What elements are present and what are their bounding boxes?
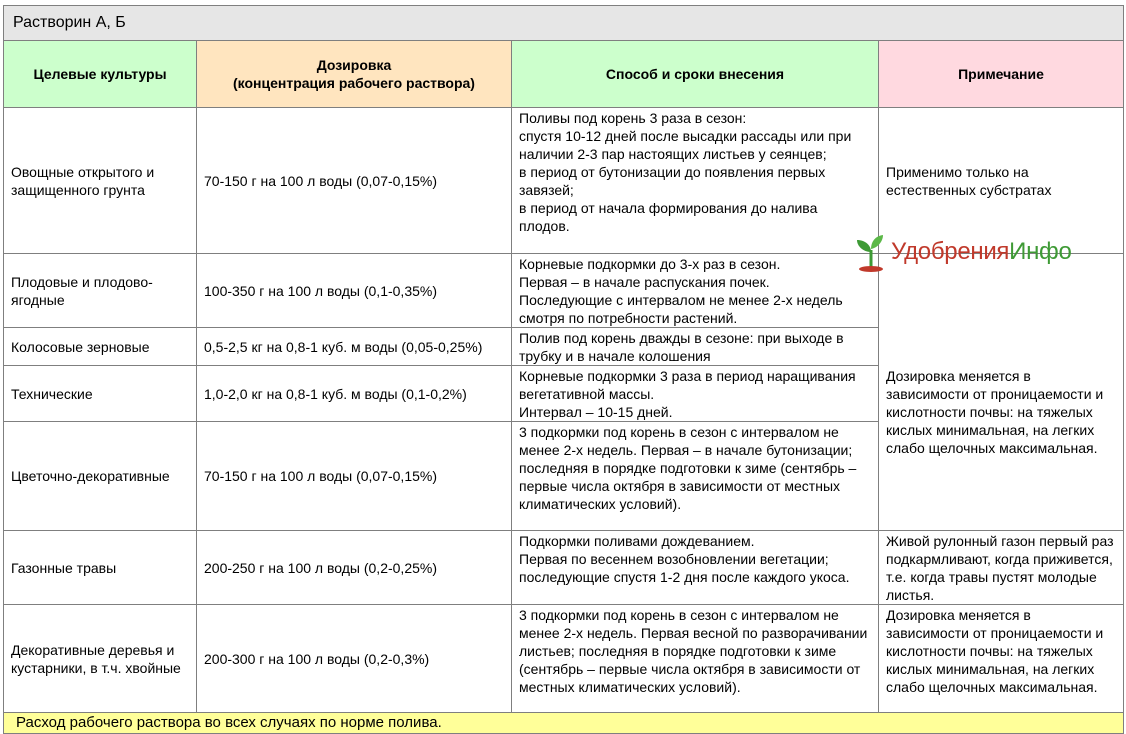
method-cell [512, 328, 879, 366]
method-line: Интервал – 10-15 дней. [519, 404, 673, 420]
culture-cell: Овощные открытого и защищенного грунта [4, 108, 197, 254]
culture-cell: Цветочно-декоративные [4, 422, 197, 531]
header-dosage [197, 41, 512, 108]
method-line: Поливы под корень 3 раза в сезон: [519, 110, 747, 126]
method-cell [512, 605, 879, 713]
method-line: Подкормки поливами дождеванием. [519, 533, 755, 549]
method-line: Первая по весеннем возобновлении вегетации; последующие спустя 1-2 дня после каждого укоса. [519, 551, 850, 585]
note-cell: Живой рулонный газон первый раз подкармливают, когда приживется, т.е. когда травы пустят молодые листья. [879, 531, 1124, 605]
culture-cell: Газонные травы [4, 531, 197, 605]
method-cell [512, 422, 879, 531]
watermark-part2: Инфо [1009, 238, 1072, 265]
fertilizer-table-frame [3, 5, 1123, 731]
table-row [4, 254, 1124, 328]
table-row [4, 108, 1124, 254]
culture-cell: Технические [4, 366, 197, 422]
dosage-cell: 200-250 г на 100 л воды (0,2-0,25%) [197, 531, 512, 605]
dosage-cell: 0,5-2,5 кг на 0,8-1 куб. м воды (0,05-0,25%) [197, 328, 512, 366]
method-line: Первая – в начале распускания почек. [519, 274, 770, 290]
method-line: в период от бутонизации до появления первых завязей; [519, 164, 826, 198]
note-cell: Применимо только на естественных субстратах [879, 108, 1124, 254]
note-cell: Дозировка меняется в зависимости от проницаемости и кислотности почвы: на тяжелых кислых минимальная, на легких слабо щелочных максимальная. [879, 605, 1124, 713]
method-cell [512, 531, 879, 605]
header-note: Примечание [879, 41, 1124, 108]
table-row [4, 605, 1124, 713]
dosage-cell: 100-350 г на 100 л воды (0,1-0,35%) [197, 254, 512, 328]
method-cell [512, 108, 879, 254]
table-row [4, 531, 1124, 605]
watermark-part1: Удобрения [891, 238, 1010, 265]
dosage-cell: 70-150 г на 100 л воды (0,07-0,15%) [197, 108, 512, 254]
method-line: Последующие с интервалом не менее 2-х недель смотря по потребности растений. [519, 292, 843, 326]
method-line: 3 подкормки под корень в сезон с интервалом не менее 2-х недель. Первая – в начале бутонизации; последняя в порядке подготовки к зиме (сентябрь – первые числа октября в зависимости от местных климатических условий). [519, 424, 857, 512]
method-cell [512, 254, 879, 328]
table-footer: Расход рабочего раствора во всех случаях по норме полива. [4, 713, 1124, 734]
culture-cell: Колосовые зерновые [4, 328, 197, 366]
method-line: 3 подкормки под корень в сезон с интервалом не менее 2-х недель. Первая весной по разворачивании листьев; последняя в порядке подготовки к зиме (сентябрь – первые числа октября в зависимости от местных климатических условий). [519, 607, 868, 695]
header-dosage-line2: (концентрация рабочего раствора) [233, 75, 475, 91]
dosage-cell: 1,0-2,0 кг на 0,8-1 куб. м воды (0,1-0,2%) [197, 366, 512, 422]
method-line: Корневые подкормки до 3-х раз в сезон. [519, 256, 781, 272]
dosage-cell: 200-300 г на 100 л воды (0,2-0,3%) [197, 605, 512, 713]
dosage-cell: 70-150 г на 100 л воды (0,07-0,15%) [197, 422, 512, 531]
method-line: Полив под корень дважды в сезоне: при выходе в трубку и в начале колошения [519, 330, 844, 364]
method-line: спустя 10-12 дней после высадки рассады или при наличии 2-3 пар настоящих листьев у сеянцев; [519, 128, 852, 162]
note-cell-merged: Дозировка меняется в зависимости от проницаемости и кислотности почвы: на тяжелых кислых минимальная, на легких слабо щелочных максимальная. [879, 254, 1124, 531]
culture-cell: Плодовые и плодово-ягодные [4, 254, 197, 328]
method-line: Корневые подкормки 3 раза в период наращивания вегетативной массы. [519, 368, 856, 402]
table-title: Растворин А, Б [4, 6, 1124, 41]
fertilizer-table [3, 5, 1124, 734]
header-row [4, 41, 1124, 108]
header-culture: Целевые культуры [4, 41, 197, 108]
culture-cell: Декоративные деревья и кустарники, в т.ч. хвойные [4, 605, 197, 713]
method-line: в период от начала формирования до налива плодов. [519, 200, 818, 234]
header-method: Способ и сроки внесения [512, 41, 879, 108]
header-dosage-line1: Дозировка [316, 57, 392, 73]
method-cell [512, 366, 879, 422]
